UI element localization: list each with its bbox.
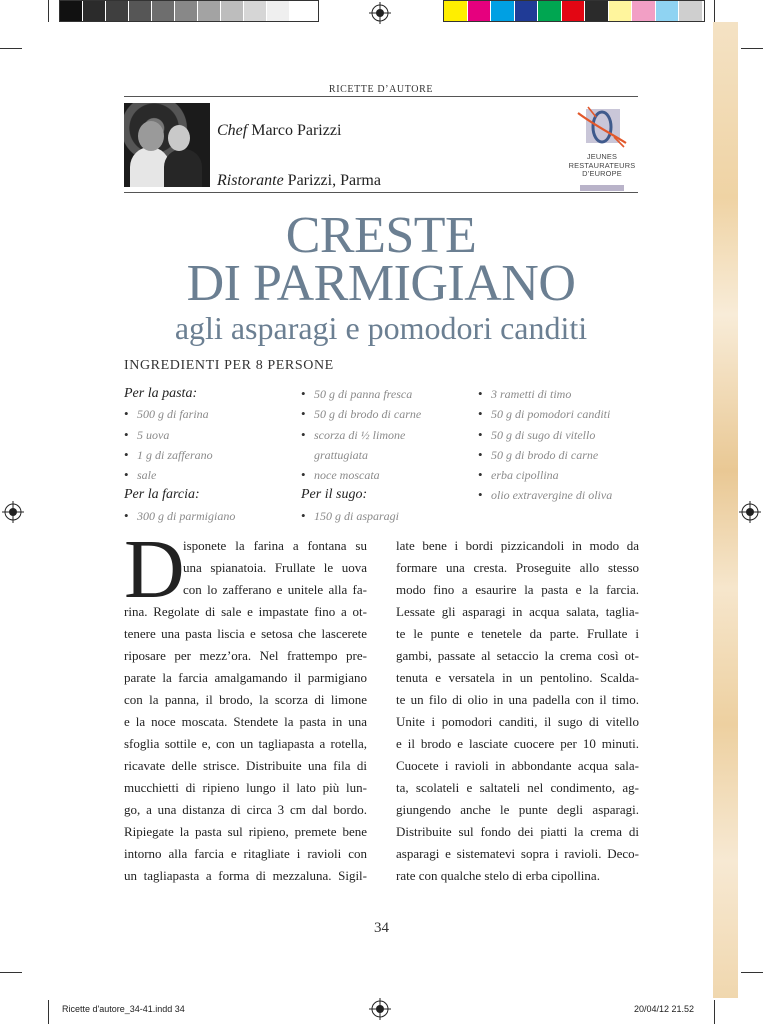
body-text-line: ta, scolateli e saltateli nel condimento, ag-	[396, 780, 639, 795]
chef-section-rule	[124, 192, 638, 193]
crop-mark	[48, 1000, 49, 1024]
body-text-line: giungendo anche le punte degli asparagi.	[396, 802, 639, 817]
body-text-line: gambi, passate al setaccio la crema così ot-	[396, 648, 639, 663]
body-text-line: con lo zafferano e unitele alla fa-	[183, 582, 367, 597]
ingredient-item: • noce moscata	[301, 465, 471, 485]
ingredients-column-3	[478, 384, 648, 506]
registration-mark-left	[2, 501, 24, 523]
chef-line	[217, 122, 341, 140]
ingredients-column-1	[124, 384, 294, 526]
crop-mark	[0, 48, 22, 49]
ingredient-section-label: Per il sugo:	[301, 487, 368, 503]
body-text-line: un tagliapasta a forma di mezzaluna. Sigil-	[124, 868, 367, 883]
registration-mark-right	[739, 501, 761, 523]
ingredient-item: • scorza di ½ limone	[301, 425, 471, 445]
header-rule	[124, 96, 638, 97]
ingredient-item: • 5 uova	[124, 425, 294, 445]
crop-mark	[714, 0, 715, 22]
body-text-line: rate con qualche stelo di erba cipollina.	[396, 868, 600, 883]
body-text-line: Distribuite sul fondo dei piatti la crema di	[396, 824, 639, 839]
logo-emblem-icon	[566, 103, 638, 153]
body-text-line: e il brodo e lasciate cuocere per 10 minuti.	[396, 736, 639, 751]
ingredient-section-label: Per la farcia:	[124, 487, 200, 503]
ingredient-item: • 50 g di brodo di carne	[478, 445, 648, 465]
recipe-subtitle: agli asparagi e pomodori canditi	[174, 310, 588, 346]
ingredient-item: • 300 g di parmigiano	[124, 506, 294, 526]
body-text-line: ricavate delle strisce. Distribuite una fila di	[124, 758, 367, 773]
body-text-line: parate la farcia amalgamando il parmigiano	[124, 670, 367, 685]
running-head: RICETTE D’AUTORE	[328, 84, 434, 95]
ingredient-item: • 1 g di zafferano	[124, 445, 294, 465]
ingredient-item: • 50 g di sugo di vitello	[478, 425, 648, 445]
body-text-line: late bene i bordi pizzicandoli in modo da	[396, 538, 639, 553]
logo-line-2: RESTAURATEURS	[568, 160, 636, 170]
body-text-line: modo fino a esaurire la pasta e la farcia.	[396, 582, 639, 597]
ingredient-item: • olio extravergine di oliva	[478, 485, 648, 505]
ingredient-item: • erba cipollina	[478, 465, 648, 485]
ingredient-item: • 50 g di panna fresca	[301, 384, 471, 404]
gray-bar-outline	[59, 0, 319, 22]
chef-photo	[124, 103, 210, 187]
body-text-line: Lessate gli asparagi in acqua salata, taglia-	[396, 604, 639, 619]
body-text-line: asparagi e sistematevi sopra i ravioli. Deco-	[396, 846, 639, 861]
ingredient-item: • 500 g di farina	[124, 404, 294, 424]
body-text-line: una spianatoia. Frullate le uova	[183, 560, 367, 575]
ingredient-section-label: Per la pasta:	[124, 386, 198, 401]
body-text-line: tenere una pasta liscia e setosa che lascerete	[124, 626, 367, 641]
body-text-line: Unite i pomodori canditi, il sugo di vitello	[396, 714, 639, 729]
ingredient-item: • 3 rametti di timo	[478, 384, 648, 404]
footer-date: 20/04/12 21.52	[634, 1004, 695, 1014]
registration-mark-bottom	[369, 998, 391, 1020]
page-edge-texture	[713, 22, 738, 998]
body-text-line: e la noce moscata. Stendete la pasta in una	[124, 714, 367, 729]
logo-tagline-strip	[580, 185, 624, 191]
crop-mark	[0, 972, 22, 973]
jeunes-restaurateurs-logo	[566, 103, 638, 189]
footer-file-name: Ricette d'autore_34-41.indd 34	[62, 1004, 185, 1014]
ingredients-heading: INGREDIENTI PER 8 PERSONE	[124, 358, 334, 373]
body-text-line: mucchietti di ripieno lungo il lato più lun-	[124, 780, 367, 795]
ingredient-item: • 50 g di brodo di carne	[301, 404, 471, 424]
body-text-line: intorno alla farcia e ritagliate i ravioli con	[124, 846, 367, 861]
ingredient-item: • 50 g di pomodori canditi	[478, 404, 648, 424]
body-text-line: tenuta e versatela in un pentolino. Scalda-	[396, 670, 639, 685]
body-text-line: te le punte e tenetele da parte. Frullate i	[396, 626, 639, 641]
restaurant-line	[217, 172, 381, 190]
crop-mark	[48, 0, 49, 22]
drop-cap: D	[124, 523, 185, 616]
crop-mark	[714, 1000, 715, 1024]
body-text-line: te un filo di olio in una padella con il timo.	[396, 692, 639, 707]
body-text-line: sfoglia sottile e, con un tagliapasta a rotella,	[124, 736, 367, 751]
crop-mark	[741, 972, 763, 973]
ingredients-column-2	[301, 384, 471, 526]
registration-mark-top	[369, 2, 391, 24]
ingredient-item: • sale	[124, 465, 294, 485]
restaurant-name: Parizzi, Parma	[287, 172, 381, 189]
ingredient-item: • 150 g di asparagi	[301, 506, 471, 526]
ingredient-item: grattugiata	[314, 447, 369, 462]
logo-line-1: JEUNES	[586, 152, 618, 161]
chef-name: Marco Parizzi	[251, 122, 342, 139]
chef-label: Chef	[217, 122, 248, 139]
crop-mark	[741, 48, 763, 49]
restaurant-label: Ristorante	[217, 172, 284, 189]
body-text-line: con la panna, il brodo, la scorza di limone	[124, 692, 367, 707]
body-text-line: go, a una distanza di circa 3 cm dal bordo.	[124, 802, 367, 817]
body-text-line: riposare per mezz’ora. Nel frattempo pre-	[124, 648, 367, 663]
body-text-line: formare una cresta. Proseguite allo stesso	[396, 560, 639, 575]
body-text-line: Ripiegate la pasta sul ripieno, premete bene	[124, 824, 367, 839]
recipe-title-line-1: CRESTE	[285, 207, 477, 264]
body-text-line: rina. Regolate di sale e impastate fino a ot-	[124, 604, 367, 619]
body-text-line: Cuocete i ravioli in abbondante acqua sala-	[396, 758, 639, 773]
logo-line-3: D’EUROPE	[582, 169, 622, 178]
page-number: 34	[374, 920, 389, 936]
color-bar-outline	[443, 0, 705, 22]
body-text-line: isponete la farina a fontana su	[183, 538, 367, 553]
recipe-title-line-2: DI PARMIGIANO	[186, 255, 576, 312]
